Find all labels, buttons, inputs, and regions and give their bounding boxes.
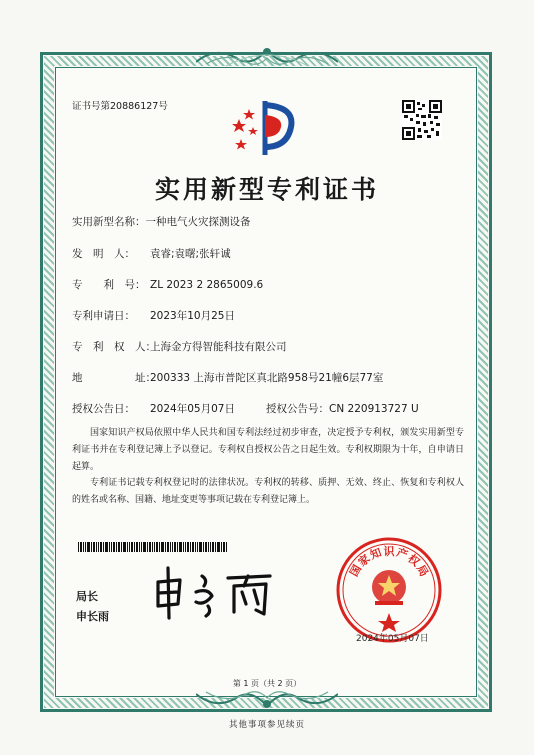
announce-number-row	[266, 401, 419, 416]
utility-name-label: 实用新型名称：	[72, 216, 146, 228]
barcode-icon	[78, 542, 228, 552]
certificate-number: 证书号第20886127号	[72, 101, 168, 112]
certificate-title: 实用新型专利证书	[154, 175, 379, 204]
seal-char: 家	[355, 552, 373, 570]
seal-date: 2024年05月07日	[356, 634, 429, 644]
patent-number-value: ZL 2023 2 2865009.6	[150, 279, 264, 291]
patentee-value: 上海金方得智能科技有限公司	[150, 341, 287, 353]
page-number: 第 1 页（共 2 页）	[232, 679, 302, 688]
director-name: 申长雨	[76, 610, 109, 623]
utility-name-value: 一种电气火灾探测设备	[145, 216, 251, 228]
address-row	[72, 370, 383, 385]
seal-char: 权	[405, 552, 423, 570]
announce-date-value: 2024年05月07日	[150, 403, 235, 415]
patentee-label: 专 利 权 人：	[72, 341, 156, 353]
handwritten-signature-icon	[150, 562, 280, 622]
footer-note: 其他事项参见续页	[228, 720, 305, 730]
inventor-label: 发 明 人：	[72, 248, 135, 260]
top-ornament-icon	[196, 42, 338, 70]
filing-date-value: 2023年10月25日	[150, 310, 235, 322]
address-label: 地 址：	[72, 372, 156, 384]
inventor-row	[72, 246, 231, 261]
body-paragraph-2: 专利证书记载专利权登记时的法律状况。专利权的转移、质押、无效、终止、恢复和专利权人的姓名或名称、国籍、地址变更等事项记载在专利登记簿上。	[72, 478, 464, 505]
utility-name-row	[72, 214, 251, 229]
seal-char: 局	[413, 562, 431, 579]
announce-date-row	[72, 401, 235, 416]
official-seal-icon	[334, 535, 444, 645]
announce-date-label: 授权公告日：	[72, 403, 135, 415]
filing-date-label: 专利申请日：	[72, 310, 135, 322]
seal-char: 知	[368, 545, 384, 562]
inventor-value: 袁睿;袁曙;张轩诚	[150, 248, 231, 260]
seal-char: 国	[347, 562, 365, 579]
filing-date-row	[72, 308, 235, 323]
patent-number-row	[72, 277, 263, 292]
announce-number-label: 授权公告号：	[266, 403, 329, 415]
bottom-ornament-icon	[196, 686, 338, 714]
seal-char: 识	[383, 545, 395, 558]
seal-char: 产	[394, 545, 410, 562]
body-paragraph-1: 国家知识产权局依照中华人民共和国专利法经过初步审查，决定授予专利权，颁发实用新型专利证书并在专利登记簿上予以登记。专利权自授权公告之日起生效。专利权期限为十年，自申请日起算。	[72, 428, 464, 472]
qr-code-icon	[402, 100, 442, 140]
director-title: 局长	[76, 590, 98, 603]
patentee-row	[72, 339, 287, 354]
cnipa-logo-icon	[231, 97, 303, 159]
patent-number-label: 专 利 号：	[72, 279, 146, 291]
announce-number-value: CN 220913727 U	[329, 403, 419, 415]
address-value: 200333 上海市普陀区真北路958号21幢6层77室	[150, 372, 384, 384]
